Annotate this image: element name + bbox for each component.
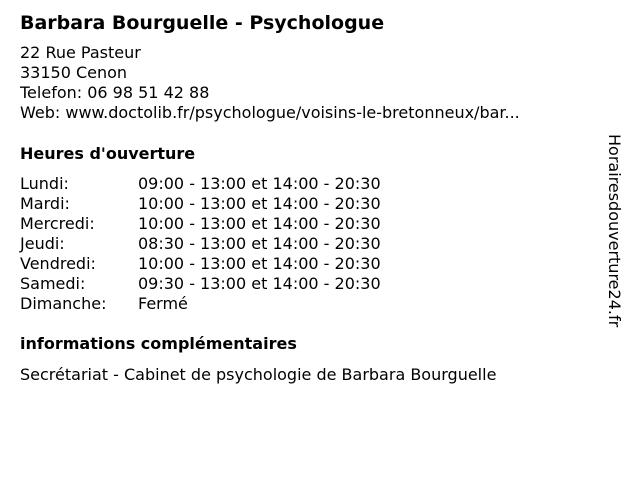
hours-time: 08:30 - 13:00 et 14:00 - 20:30 xyxy=(138,234,381,253)
hours-row-tuesday xyxy=(20,194,381,214)
hours-row-thursday xyxy=(20,234,381,254)
hours-day: Lundi: xyxy=(20,174,69,193)
hours-time: Fermé xyxy=(138,294,188,313)
opening-hours-heading: Heures d'ouverture xyxy=(20,144,196,163)
hours-day: Vendredi: xyxy=(20,254,96,273)
additional-info-heading: informations complémentaires xyxy=(20,334,297,353)
website-link[interactable]: Web: www.doctolib.fr/psychologue/voisins-le-bretonneux/bar... xyxy=(20,103,520,122)
hours-day: Samedi: xyxy=(20,274,86,293)
address-block xyxy=(20,43,520,123)
hours-row-saturday xyxy=(20,274,381,294)
hours-time: 10:00 - 13:00 et 14:00 - 20:30 xyxy=(138,194,381,213)
hours-time: 10:00 - 13:00 et 14:00 - 20:30 xyxy=(138,254,381,273)
hours-row-sunday xyxy=(20,294,381,314)
address-city: 33150 Cenon xyxy=(20,63,128,82)
additional-info-text: Secrétariat - Cabinet de psychologie de Barbara Bourguelle xyxy=(20,365,497,384)
hours-time: 09:00 - 13:00 et 14:00 - 20:30 xyxy=(138,174,381,193)
hours-day: Mardi: xyxy=(20,194,70,213)
opening-hours-table xyxy=(20,174,381,314)
page-title: Barbara Bourguelle - Psychologue xyxy=(20,12,385,34)
hours-day: Mercredi: xyxy=(20,214,95,233)
hours-row-monday xyxy=(20,174,381,194)
hours-row-wednesday xyxy=(20,214,381,234)
hours-row-friday xyxy=(20,254,381,274)
site-watermark: Horairesdouverture24.fr xyxy=(605,134,624,328)
phone-number: Telefon: 06 98 51 42 88 xyxy=(20,83,210,102)
hours-day: Dimanche: xyxy=(20,294,107,313)
hours-day: Jeudi: xyxy=(20,234,65,253)
hours-time: 10:00 - 13:00 et 14:00 - 20:30 xyxy=(138,214,381,233)
hours-time: 09:30 - 13:00 et 14:00 - 20:30 xyxy=(138,274,381,293)
address-street: 22 Rue Pasteur xyxy=(20,43,141,62)
